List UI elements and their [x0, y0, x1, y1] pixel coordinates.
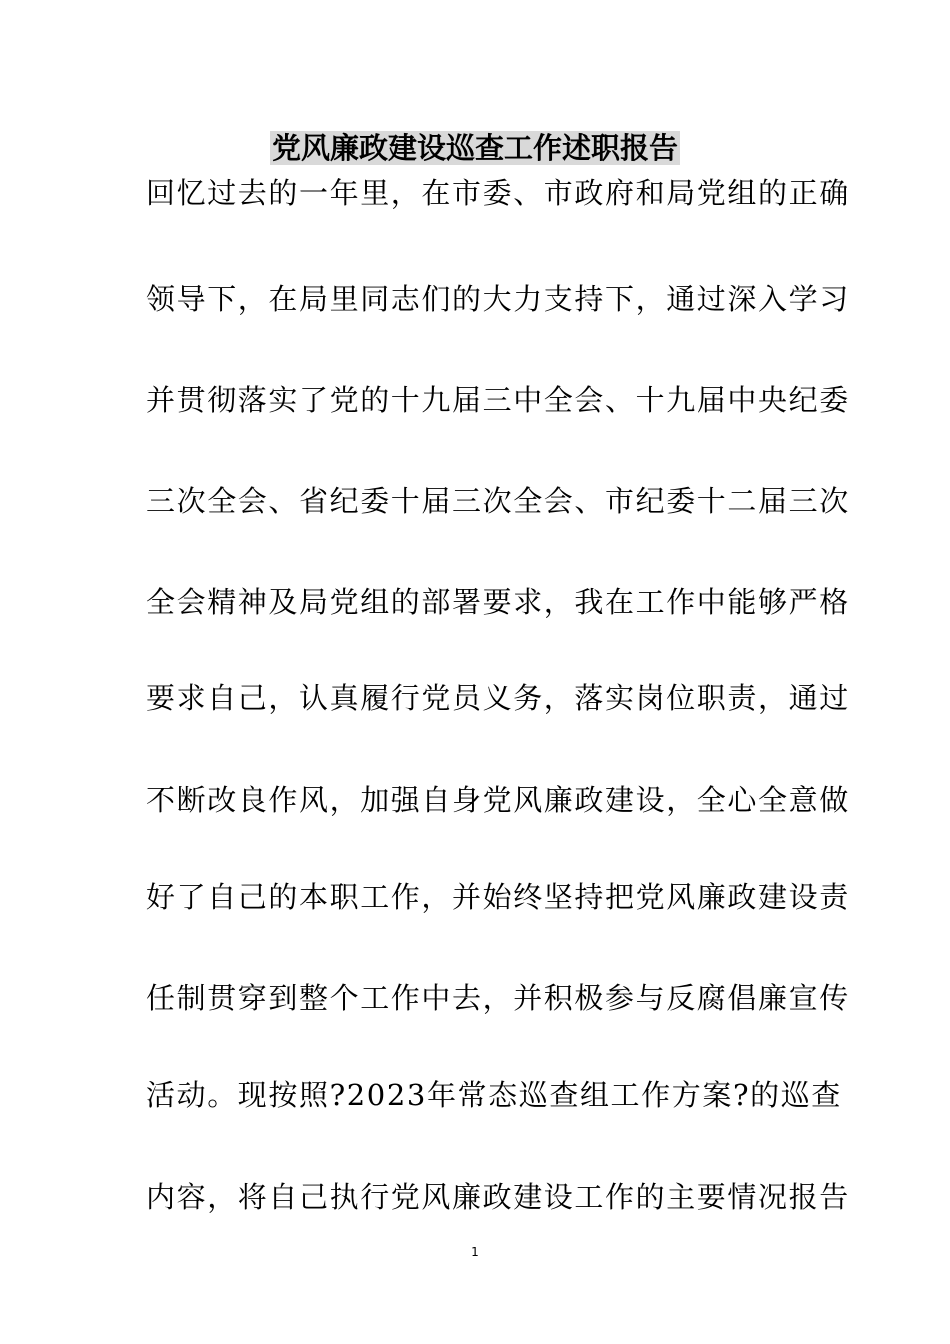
body-line-2: 领导下，在局里同志们的大力支持下，通过深入学习 — [146, 282, 850, 316]
body-line-11: 内容，将自己执行党风廉政建设工作的主要情况报告 — [146, 1180, 850, 1214]
body-line-8: 好了自己的本职工作，并始终坚持把党风廉政建设责 — [146, 880, 850, 914]
body-line-1: 回忆过去的一年里，在市委、市政府和局党组的正确 — [146, 176, 850, 210]
body-line-5: 全会精神及局党组的部署要求，我在工作中能够严格 — [146, 585, 850, 619]
body-line-3: 并贯彻落实了党的十九届三中全会、十九届中央纪委 — [146, 383, 850, 417]
body-line-4: 三次全会、省纪委十届三次全会、市纪委十二届三次 — [146, 484, 850, 518]
document-title-text: 党风廉政建设巡查工作述职报告 — [271, 131, 678, 165]
page-number: 1 — [471, 1245, 479, 1259]
document-title — [0, 128, 950, 168]
body-line-9: 任制贯穿到整个工作中去，并积极参与反腐倡廉宣传 — [146, 981, 850, 1015]
body-line-7: 不断改良作风，加强自身党风廉政建设，全心全意做 — [146, 783, 850, 817]
body-line-10: 活动。现按照?2023年常态巡查组工作方案?的巡查 — [146, 1078, 842, 1112]
body-line-6: 要求自己，认真履行党员义务，落实岗位职责，通过 — [146, 681, 850, 715]
